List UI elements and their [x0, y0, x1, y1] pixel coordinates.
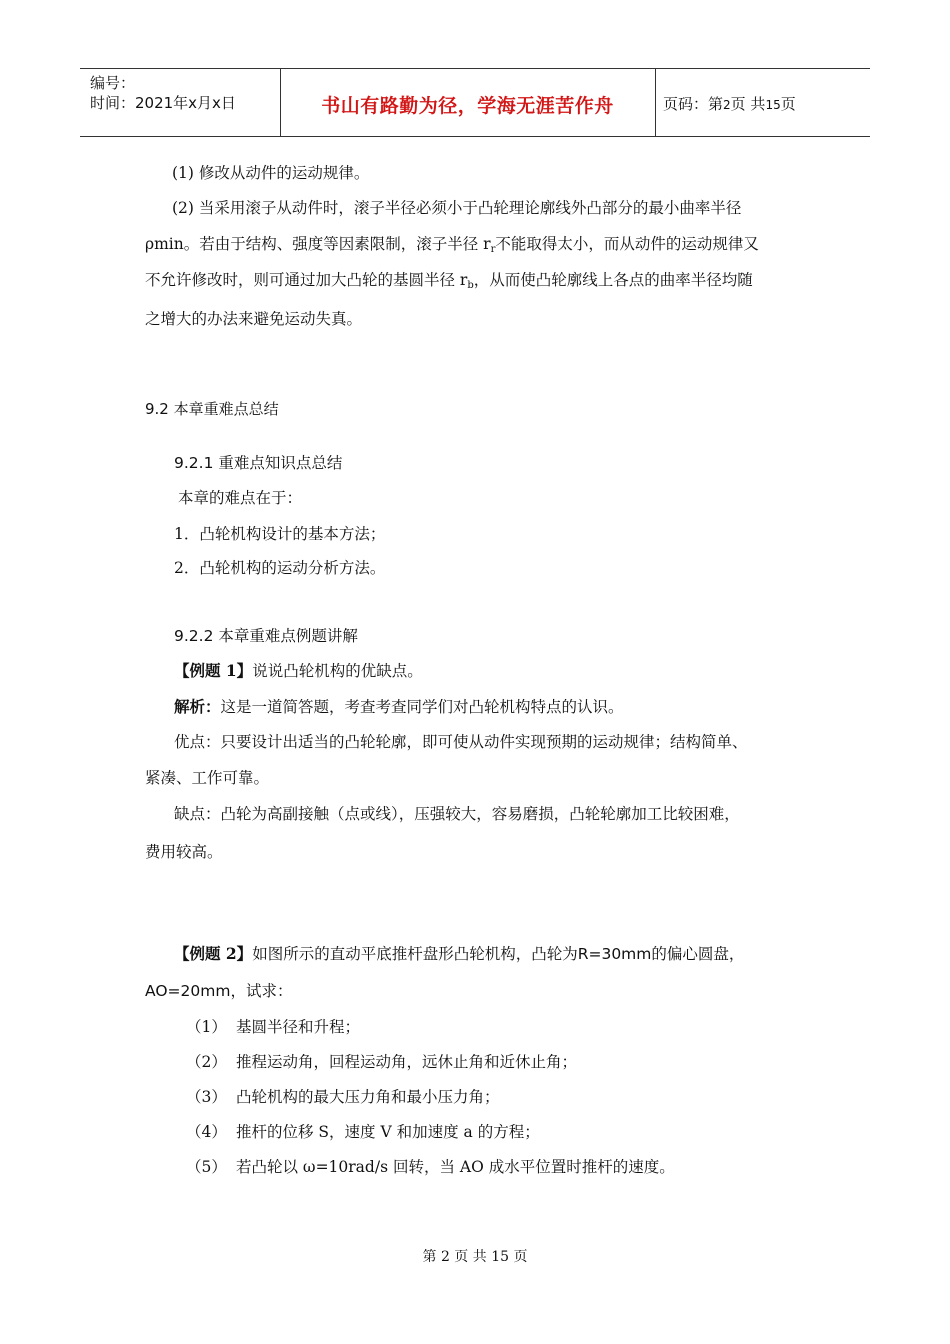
example-2-line-2 [145, 981, 292, 1001]
code-label: 编号： [90, 74, 136, 92]
item-text: 推杆的位移 S，速度 V 和加速度 a 的方程； [236, 1123, 540, 1141]
example-1-analysis [174, 697, 624, 717]
text-run: 不能取得太小，而从动件的运动规律又 [495, 235, 759, 253]
example-2-line-1 [174, 944, 744, 964]
intro-item-2-line-3 [145, 270, 753, 296]
question-item [186, 1157, 675, 1177]
difficulty-item-2: 2．凸轮机构的运动分析方法。 [174, 559, 386, 577]
intro-item-2-line-2 [145, 234, 759, 260]
item-number: （4） [186, 1123, 227, 1141]
question-item [186, 1122, 540, 1142]
question-item [186, 1087, 500, 1107]
page-footer: 第 2 页 共 15 页 [422, 1249, 528, 1265]
item-text: 推程运动角，回程运动角，远休止角和近休止角； [236, 1053, 578, 1071]
subsection-number: 9.2.2 [174, 627, 214, 645]
text-run: 不允许修改时，则可通过加大凸轮的基圆半径 r [145, 271, 468, 289]
subscript: r [490, 244, 496, 255]
page-header [80, 68, 870, 137]
intro-item-1: (1) 修改从动件的运动规律。 [172, 164, 370, 182]
subsection-title-1 [174, 453, 342, 473]
subsection-text: 重难点知识点总结 [218, 454, 343, 472]
page-number: 2 [723, 98, 731, 112]
analysis-text: 这是一道简答题，考查考查同学们对凸轮机构特点的认识。 [220, 698, 624, 716]
subscript: b [467, 280, 474, 291]
question-item [186, 1017, 360, 1037]
item-number: （1） [186, 1018, 227, 1036]
text-run: ρmin。若由于结构、强度等因素限制，滚子半径 r [145, 235, 491, 253]
question-text: 说说凸轮机构的优缺点。 [252, 662, 423, 680]
value-r: R=30mm [577, 945, 652, 963]
text-run: ，试求： [230, 982, 293, 1000]
cons-line-2: 费用较高。 [145, 843, 223, 861]
page-mid: 页 共 [730, 95, 766, 113]
item-text: 基圆半径和升程； [236, 1018, 361, 1036]
pros-line-1: 优点：只要设计出适当的凸轮轮廓，即可使从动件实现预期的运动规律；结构简单、 [174, 733, 748, 751]
subsection-number: 9.2.1 [174, 454, 214, 472]
header-page-indicator [663, 93, 796, 114]
intro-item-2-line-4: 之增大的办法来避免运动失真。 [145, 310, 363, 328]
section-number: 9.2 [145, 400, 169, 418]
text-run: 的偏心圆盘， [651, 945, 745, 963]
date-text: 时间：2021年x月x日 [90, 94, 236, 112]
subsection-title-2 [174, 626, 358, 646]
intro-item-2-line-1: (2) 当采用滚子从动件时，滚子半径必须小于凸轮理论廓线外凸部分的最小曲率半径 [172, 199, 742, 217]
example-tag: 【例题 2】 [174, 944, 253, 963]
cons-line-1: 缺点：凸轮为高副接触（点或线），压强较大，容易磨损，凸轮轮廓加工比较困难， [174, 805, 740, 823]
section-title [145, 399, 279, 419]
pros-line-2: 紧凑、工作可靠。 [145, 769, 270, 787]
example-1-question [174, 661, 423, 681]
item-number: （3） [186, 1088, 227, 1106]
text-run: 如图所示的直动平底推杆盘形凸轮机构，凸轮为 [252, 945, 578, 963]
value-ao: AO=20mm [145, 982, 231, 1000]
example-tag: 【例题 1】 [174, 661, 253, 680]
difficulty-item-1: 1．凸轮机构设计的基本方法； [174, 525, 386, 543]
header-divider [655, 69, 656, 136]
analysis-label: 解析： [174, 697, 221, 716]
item-text: 凸轮机构的最大压力角和最小压力角； [236, 1088, 500, 1106]
header-motto: 书山有路勤为径，学海无涯苦作舟 [321, 95, 614, 117]
item-text: 若凸轮以 ω=10rad/s 回转，当 AO 成水平位置时推杆的速度。 [236, 1158, 675, 1176]
text-run: ，从而使凸轮廓线上各点的曲率半径均随 [473, 271, 753, 289]
item-number: （2） [186, 1053, 227, 1071]
item-number: （5） [186, 1158, 227, 1176]
page-total: 15 [765, 98, 781, 112]
header-meta [90, 73, 236, 113]
subsection-text: 本章重难点例题讲解 [218, 627, 358, 645]
section-title-text: 本章重难点总结 [173, 400, 279, 418]
page-end: 页 [780, 95, 796, 113]
question-item [186, 1052, 577, 1072]
page-label: 页码：第 [663, 95, 724, 113]
difficulty-intro: 本章的难点在于： [178, 489, 303, 507]
